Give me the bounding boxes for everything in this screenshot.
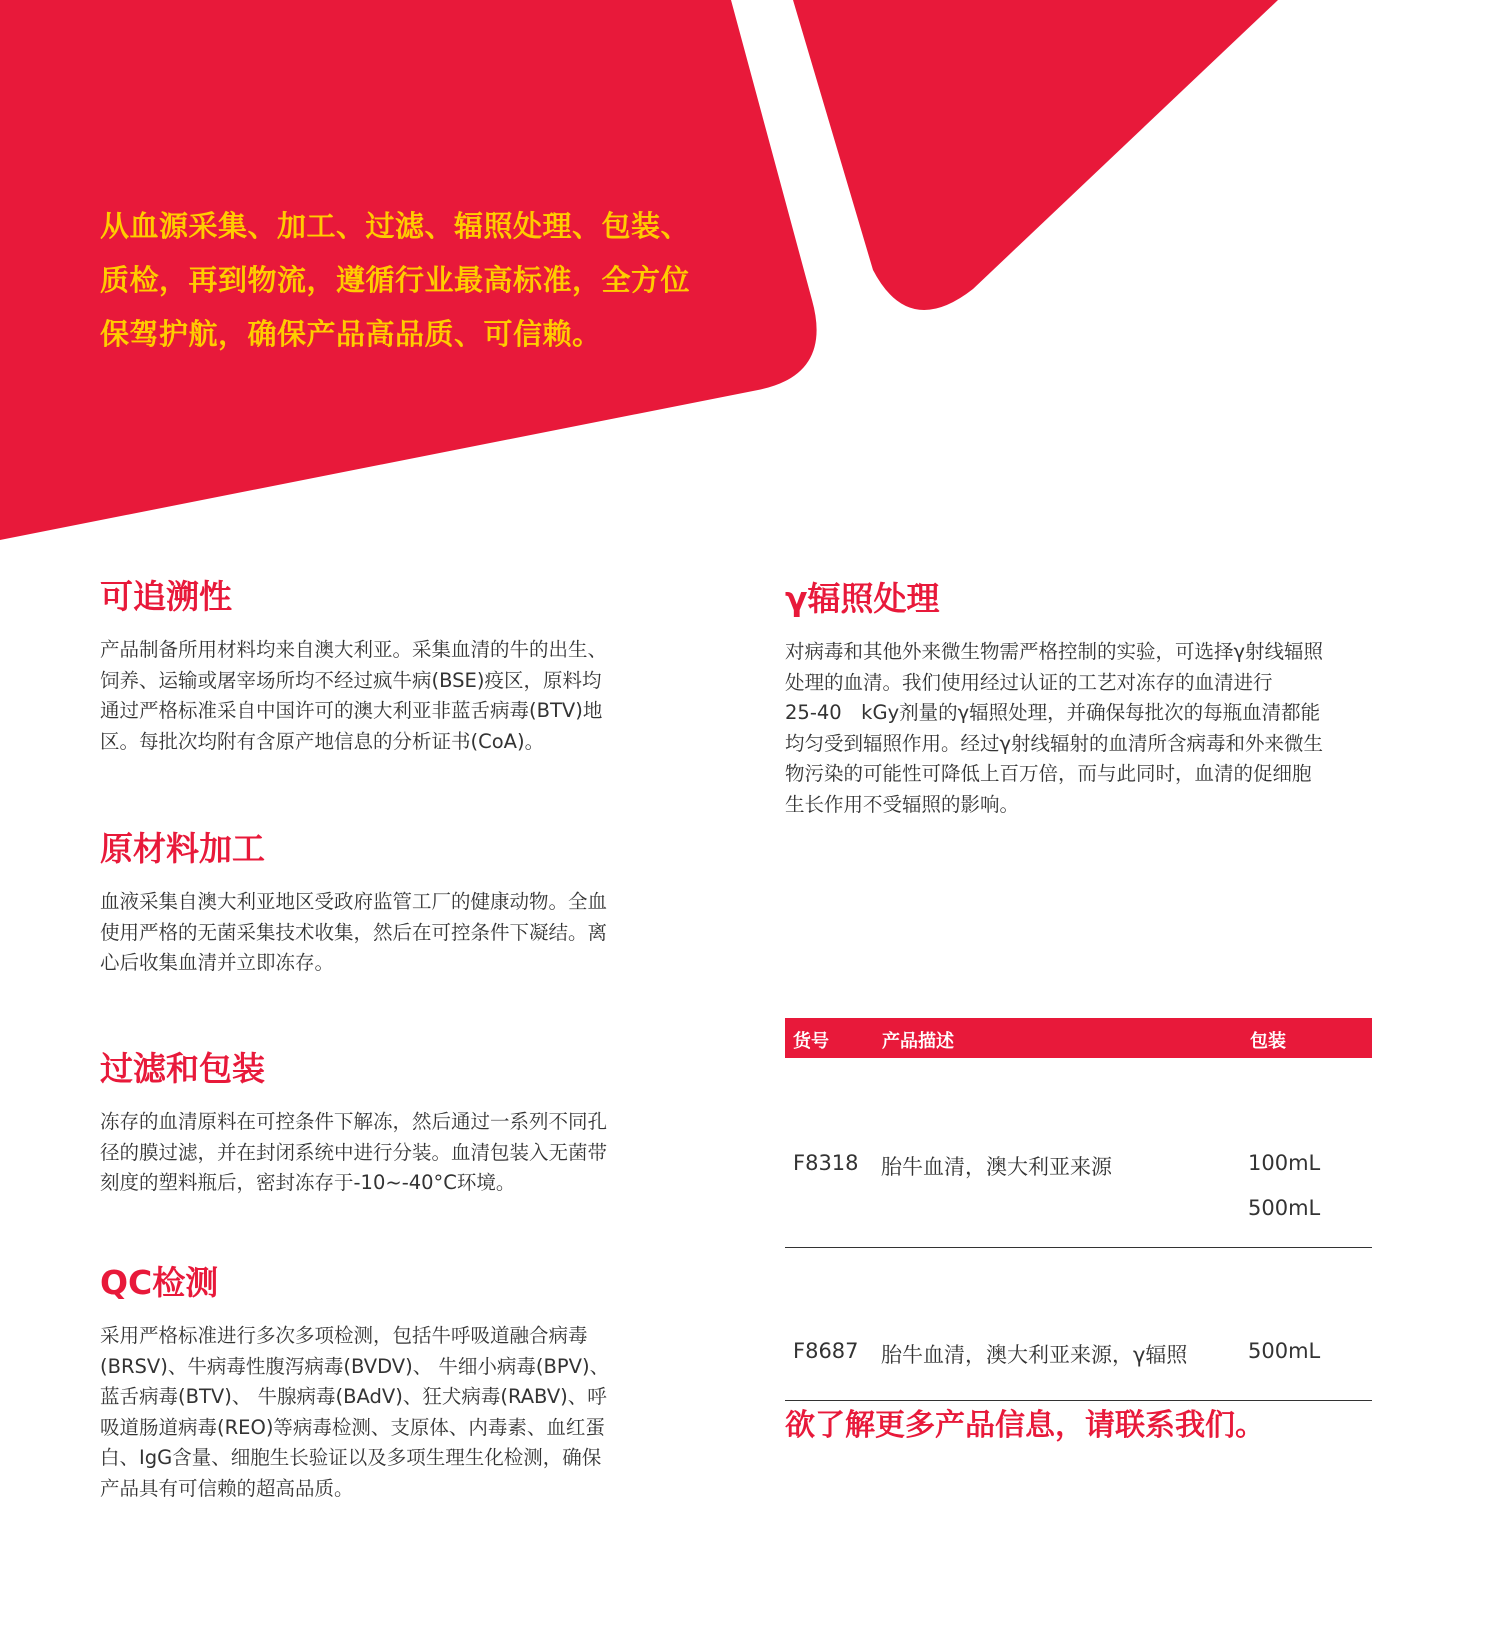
section-title-irradiation: γ辐照处理 (785, 579, 940, 618)
body-line: 采用严格标准进行多次多项检测，包括牛呼吸道融合病毒 (100, 1324, 588, 1347)
cell-package: 500mL (1248, 1339, 1321, 1363)
header-description: 产品描述 (882, 1031, 954, 1052)
section-body-traceability (100, 635, 660, 757)
body-line: 通过严格标准采自中国许可的澳大利亚非蓝舌病毒(BTV)地 (100, 699, 603, 722)
hero-tagline (100, 199, 710, 361)
hero-line-3: 保驾护航，确保产品高品质、可信赖。 (100, 317, 602, 351)
body-line: 25-40 kGy剂量的γ辐照处理，并确保每批次的每瓶血清都能 (785, 701, 1321, 724)
header-package: 包装 (1250, 1031, 1286, 1052)
hero-line-1: 从血源采集、加工、过滤、辐照处理、包装、 (100, 209, 691, 243)
section-traceability (100, 577, 660, 757)
red-accent-shape (793, 0, 1278, 310)
product-table (785, 1018, 1372, 1401)
body-line: 生长作用不受辐照的影响。 (785, 792, 1020, 816)
section-body-processing (100, 887, 660, 979)
body-line: 血液采集自澳大利亚地区受政府监管工厂的健康动物。全血 (100, 890, 608, 913)
body-line: 白、IgG含量、细胞生长验证以及多项生理生化检测，确保 (100, 1446, 602, 1469)
contact-us-text: 欲了解更多产品信息，请联系我们。 (785, 1408, 1265, 1443)
cell-description: 胎牛血清，澳大利亚来源 (881, 1155, 1112, 1179)
cell-code: F8318 (793, 1151, 859, 1175)
section-body-qc (100, 1321, 660, 1504)
table-header (785, 1018, 1372, 1058)
body-line: 径的膜过滤，并在封闭系统中进行分装。血清包装入无菌带 (100, 1140, 608, 1164)
body-line: 饲养、运输或屠宰场所均不经过疯牛病(BSE)疫区，原料均 (100, 668, 602, 692)
section-title-traceability: 可追溯性 (100, 577, 232, 616)
body-line: 对病毒和其他外来微生物需严格控制的实验，可选择γ射线辐照 (785, 640, 1324, 663)
body-line: 均匀受到辐照作用。经过γ射线辐射的血清所含病毒和外来微生 (785, 731, 1324, 755)
body-line: (BRSV)、牛病毒性腹泻病毒(BVDV)、 牛细小病毒(BPV)、 (100, 1354, 610, 1378)
hero-line-2: 质检，再到物流，遵循行业最高标准，全方位 (100, 263, 691, 297)
body-line: 吸道肠道病毒(REO)等病毒检测、支原体、内毒素、血红蛋 (100, 1415, 605, 1439)
body-line: 心后收集血清并立即冻存。 (100, 951, 335, 974)
body-line: 处理的血清。我们使用经过认证的工艺对冻存的血清进行 (785, 670, 1273, 694)
section-processing (100, 829, 660, 979)
section-filtration (100, 1049, 660, 1199)
table-row (785, 1058, 1372, 1248)
section-qc (100, 1263, 660, 1504)
cell-package: 500mL (1248, 1196, 1321, 1220)
cell-code: F8687 (793, 1339, 859, 1363)
body-line: 产品制备所用材料均来自澳大利亚。采集血清的牛的出生、 (100, 638, 608, 661)
body-line: 蓝舌病毒(BTV)、 牛腺病毒(BAdV)、狂犬病毒(RABV)、呼 (100, 1385, 607, 1408)
body-line: 物污染的可能性可降低上百万倍，而与此同时，血清的促细胞 (785, 762, 1312, 785)
section-title-processing: 原材料加工 (100, 829, 265, 868)
body-line: 冻存的血清原料在可控条件下解冻，然后通过一系列不同孔 (100, 1110, 608, 1133)
cell-package: 100mL (1248, 1151, 1321, 1175)
section-title-filtration: 过滤和包装 (100, 1049, 265, 1088)
section-body-irradiation (785, 637, 1385, 820)
section-irradiation (785, 579, 1385, 820)
table-row (785, 1248, 1372, 1401)
body-line: 区。每批次均附有含原产地信息的分析证书(CoA)。 (100, 729, 545, 753)
body-line: 使用严格的无菌采集技术收集，然后在可控条件下凝结。离 (100, 920, 608, 944)
cell-description: 胎牛血清，澳大利亚来源，γ辐照 (881, 1343, 1188, 1367)
section-body-filtration (100, 1107, 660, 1199)
header-code: 货号 (793, 1031, 829, 1052)
body-line: 产品具有可信赖的超高品质。 (100, 1476, 354, 1500)
section-title-qc: QC检测 (100, 1263, 219, 1302)
body-line: 刻度的塑料瓶后，密封冻存于-10~-40°C环境。 (100, 1171, 516, 1194)
